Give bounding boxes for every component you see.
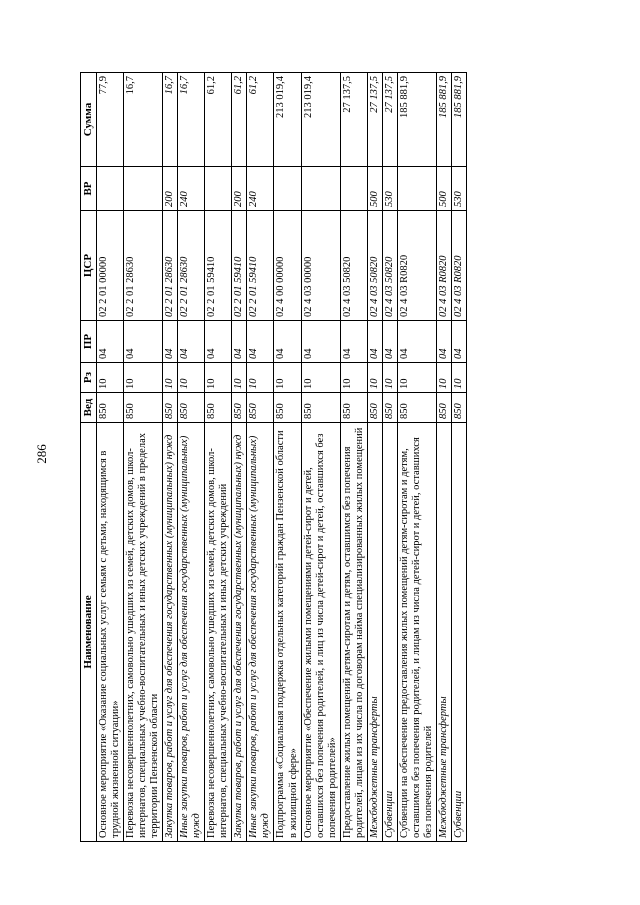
- cell-vr: 530: [452, 167, 467, 211]
- cell-vr: 500: [367, 167, 382, 211]
- cell-rz: 10: [340, 363, 367, 393]
- header-ved: Вед: [81, 393, 97, 423]
- cell-name: Подпрограмма «Социальная поддержка отдельных категорий граждан Пензенской области в жилищной сфере»: [274, 423, 301, 842]
- cell-sum: 213 019,4: [301, 73, 340, 167]
- cell-vr: [398, 167, 437, 211]
- cell-csr: 02 4 03 00000: [301, 211, 340, 321]
- cell-sum: 16,7: [123, 73, 162, 167]
- header-csr: ЦСР: [81, 211, 97, 321]
- header-vr: ВР: [81, 167, 97, 211]
- cell-sum: 16,7: [162, 73, 177, 167]
- cell-pr: 04: [162, 321, 177, 363]
- cell-ved: 850: [162, 393, 177, 423]
- table-row: [340, 73, 367, 842]
- cell-name: Предоставление жилых помещений детям-сиротам и детям, оставшимся без попечения родителей, лицам из их числа по договорам найма специализированных жилых помещений: [340, 423, 367, 842]
- table-row: [123, 73, 162, 842]
- cell-vr: [123, 167, 162, 211]
- cell-sum: 185 881,9: [452, 73, 467, 167]
- cell-pr: 04: [274, 321, 301, 363]
- cell-ved: 850: [398, 393, 437, 423]
- cell-ved: 850: [232, 393, 247, 423]
- table-row: [398, 73, 437, 842]
- cell-pr: 04: [232, 321, 247, 363]
- cell-rz: 10: [123, 363, 162, 393]
- cell-ved: 850: [452, 393, 467, 423]
- cell-sum: 185 881,9: [437, 73, 452, 167]
- rotated-page-content: [80, 73, 566, 842]
- cell-ved: 850: [301, 393, 340, 423]
- header-rz: Рз: [81, 363, 97, 393]
- cell-sum: 213 019,4: [274, 73, 301, 167]
- cell-name: Перевозка несовершеннолетних, самовольно ушедших из семей, детских домов, школ-интернатов, специальных учебно-воспитательных и иных детских учреждений: [205, 423, 232, 842]
- cell-csr: 02 2 01 28630: [178, 211, 205, 321]
- table-row: [301, 73, 340, 842]
- cell-vr: 200: [162, 167, 177, 211]
- cell-pr: 04: [301, 321, 340, 363]
- cell-sum: 61,2: [232, 73, 247, 167]
- cell-csr: 02 4 03 R0820: [437, 211, 452, 321]
- cell-sum: 61,2: [205, 73, 232, 167]
- cell-pr: 04: [452, 321, 467, 363]
- cell-rz: 10: [398, 363, 437, 393]
- cell-rz: 10: [232, 363, 247, 393]
- cell-name: Межбюджетные трансферты: [367, 423, 382, 842]
- cell-rz: 10: [382, 363, 397, 393]
- cell-ved: 850: [382, 393, 397, 423]
- cell-pr: 04: [398, 321, 437, 363]
- table-row: [205, 73, 232, 842]
- cell-pr: 04: [367, 321, 382, 363]
- table-row: [178, 73, 205, 842]
- cell-csr: 02 2 01 59410: [232, 211, 247, 321]
- cell-pr: 04: [437, 321, 452, 363]
- cell-rz: 10: [96, 363, 123, 393]
- cell-name: Иные закупки товаров, работ и услуг для обеспечения государственных (муниципальных) нужд: [247, 423, 274, 842]
- table-row: [232, 73, 247, 842]
- cell-vr: [96, 167, 123, 211]
- cell-pr: 04: [340, 321, 367, 363]
- table-row: [367, 73, 382, 842]
- cell-vr: [340, 167, 367, 211]
- cell-csr: 02 2 01 28630: [123, 211, 162, 321]
- table-row: [382, 73, 397, 842]
- cell-pr: 04: [178, 321, 205, 363]
- cell-ved: 850: [437, 393, 452, 423]
- cell-ved: 850: [96, 393, 123, 423]
- cell-sum: 16,7: [178, 73, 205, 167]
- table-row: [452, 73, 467, 842]
- cell-rz: 10: [301, 363, 340, 393]
- table-header-row: [81, 73, 97, 842]
- cell-name: Субвенции: [452, 423, 467, 842]
- cell-ved: 850: [367, 393, 382, 423]
- cell-csr: 02 2 01 28630: [162, 211, 177, 321]
- header-name: Наименование: [81, 423, 97, 842]
- cell-csr: 02 4 00 00000: [274, 211, 301, 321]
- cell-name: Перевозка несовершеннолетних, самовольно ушедших из семей, детских домов, школ-интернатов, специальных учебно-воспитательных и иных детских учреждений в пределах территории Пензенской области: [123, 423, 162, 842]
- cell-csr: 02 4 03 R0820: [452, 211, 467, 321]
- cell-csr: 02 4 03 R0820: [398, 211, 437, 321]
- table-row: [437, 73, 452, 842]
- cell-pr: 04: [205, 321, 232, 363]
- cell-sum: 185 881,9: [398, 73, 437, 167]
- cell-ved: 850: [123, 393, 162, 423]
- cell-pr: 04: [247, 321, 274, 363]
- cell-vr: 500: [437, 167, 452, 211]
- cell-rz: 10: [178, 363, 205, 393]
- cell-vr: [301, 167, 340, 211]
- cell-ved: 850: [205, 393, 232, 423]
- cell-name: Закупка товаров, работ и услуг для обеспечения государственных (муниципальных) нужд: [162, 423, 177, 842]
- cell-name: Субвенции на обеспечение предоставления жилых помещений детям-сиротам и детям, оставшимся без попечения родителей, и лицам из числа детей-сирот и детей, оставшихся без попечения родителей: [398, 423, 437, 842]
- cell-name: Межбюджетные трансферты: [437, 423, 452, 842]
- cell-sum: 77,9: [96, 73, 123, 167]
- cell-rz: 10: [205, 363, 232, 393]
- cell-vr: 530: [382, 167, 397, 211]
- cell-sum: 27 137,5: [340, 73, 367, 167]
- cell-vr: 240: [178, 167, 205, 211]
- cell-pr: 04: [123, 321, 162, 363]
- budget-table: [80, 72, 467, 842]
- cell-vr: 200: [232, 167, 247, 211]
- table-row: [162, 73, 177, 842]
- cell-ved: 850: [178, 393, 205, 423]
- cell-vr: 240: [247, 167, 274, 211]
- cell-name: Иные закупки товаров, работ и услуг для обеспечения государственных (муниципальных) нужд: [178, 423, 205, 842]
- cell-rz: 10: [274, 363, 301, 393]
- header-pr: ПР: [81, 321, 97, 363]
- cell-vr: [205, 167, 232, 211]
- cell-pr: 04: [382, 321, 397, 363]
- cell-rz: 10: [367, 363, 382, 393]
- cell-ved: 850: [274, 393, 301, 423]
- table-row: [96, 73, 123, 842]
- cell-rz: 10: [452, 363, 467, 393]
- cell-csr: 02 2 01 00000: [96, 211, 123, 321]
- cell-sum: 61,2: [247, 73, 274, 167]
- table-row: [247, 73, 274, 842]
- cell-name: Основное мероприятие «Оказание социальных услуг семьям с детьми, находящимся в трудной жизненной ситуации»: [96, 423, 123, 842]
- cell-rz: 10: [437, 363, 452, 393]
- cell-sum: 27 137,5: [367, 73, 382, 167]
- cell-name: Основное мероприятие «Обеспечение жилыми помещениями детей-сирот и детей, оставшихся без попечения родителей, и лиц из числа детей-сирот и детей, оставшихся без попечения родителей»: [301, 423, 340, 842]
- table-row: [274, 73, 301, 842]
- cell-rz: 10: [162, 363, 177, 393]
- cell-pr: 04: [96, 321, 123, 363]
- header-sum: Сумма: [81, 73, 97, 167]
- cell-name: Субвенции: [382, 423, 397, 842]
- page-number: 286: [34, 444, 49, 464]
- cell-rz: 10: [247, 363, 274, 393]
- table-body: [96, 73, 467, 842]
- cell-csr: 02 2 01 59410: [205, 211, 232, 321]
- cell-vr: [274, 167, 301, 211]
- cell-csr: 02 2 01 59410: [247, 211, 274, 321]
- cell-name: Закупка товаров, работ и услуг для обеспечения государственных (муниципальных) нужд: [232, 423, 247, 842]
- cell-sum: 27 137,5: [382, 73, 397, 167]
- cell-csr: 02 4 03 50820: [367, 211, 382, 321]
- cell-csr: 02 4 03 50820: [382, 211, 397, 321]
- cell-ved: 850: [340, 393, 367, 423]
- cell-csr: 02 4 03 50820: [340, 211, 367, 321]
- cell-ved: 850: [247, 393, 274, 423]
